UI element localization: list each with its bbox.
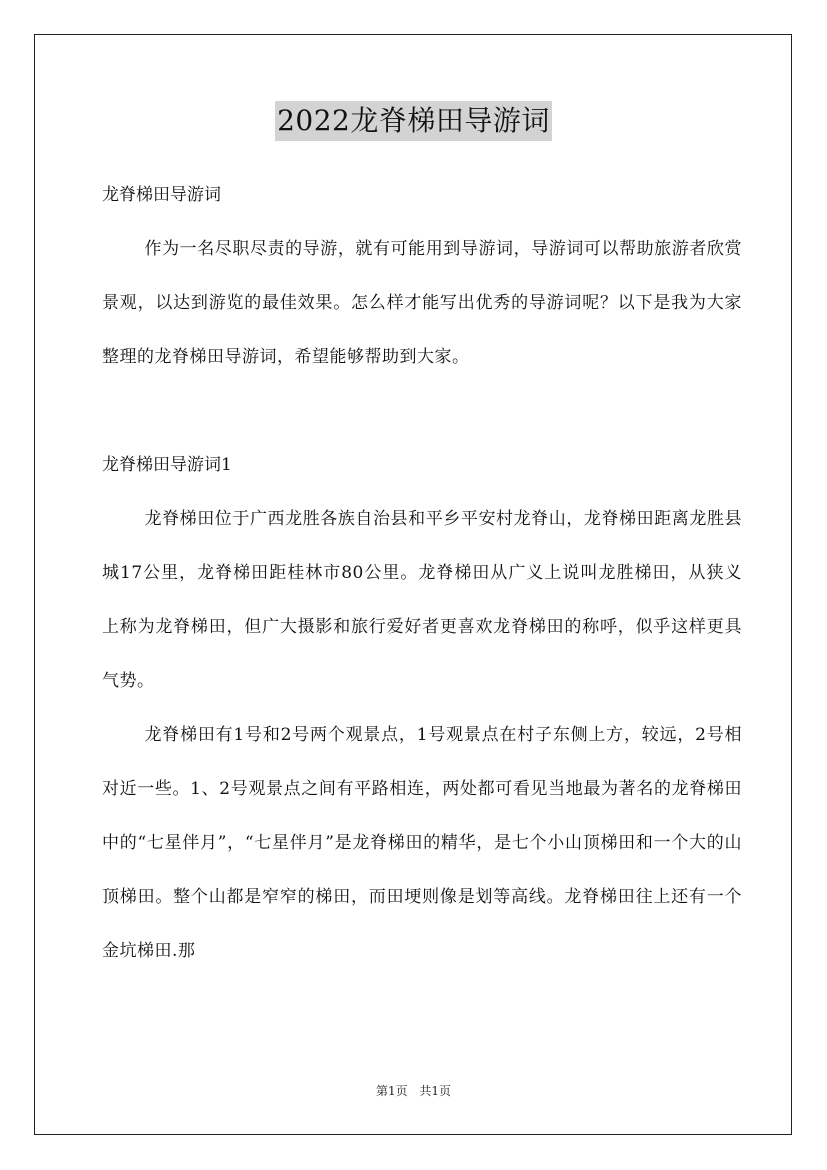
title-container (0, 101, 827, 141)
section1-heading: 龙脊梯田导游词1 (102, 455, 232, 475)
intro-paragraph: 作为一名尽职尽责的导游，就有可能用到导游词，导游词可以帮助旅游者欣赏景观，以达到游览的最佳效果。怎么样才能写出优秀的导游词呢？以下是我为大家整理的龙脊梯田导游词，希望能够帮助到大家。 (102, 239, 742, 367)
document-body (102, 168, 742, 978)
page-total: 共1页 (419, 1084, 452, 1098)
intro-heading: 龙脊梯田导游词 (102, 185, 221, 205)
page-number: 第1页 (375, 1084, 408, 1098)
document-title: 2022龙脊梯田导游词 (275, 101, 552, 141)
section1-paragraph-2: 龙脊梯田有1号和2号两个观景点，1号观景点在村子东侧上方，较远，2号相对近一些。1、2号观景点之间有平路相连，两处都可看见当地最为著名的龙脊梯田中的“七星伴月”，“七星伴月”是龙脊梯田的精华，是七个小山顶梯田和一个大的山顶梯田。整个山都是窄窄的梯田，而田埂则像是划等高线。龙脊梯田往上还有一个金坑梯田.那 (102, 725, 742, 961)
page-footer (0, 1082, 827, 1100)
section-spacer (102, 384, 742, 438)
section1-paragraph-1: 龙脊梯田位于广西龙胜各族自治县和平乡平安村龙脊山，龙脊梯田距离龙胜县城17公里，龙脊梯田距桂林市80公里。龙脊梯田从广义上说叫龙胜梯田，从狭义上称为龙脊梯田，但广大摄影和旅行爱好者更喜欢龙脊梯田的称呼，似乎这样更具气势。 (102, 509, 742, 691)
